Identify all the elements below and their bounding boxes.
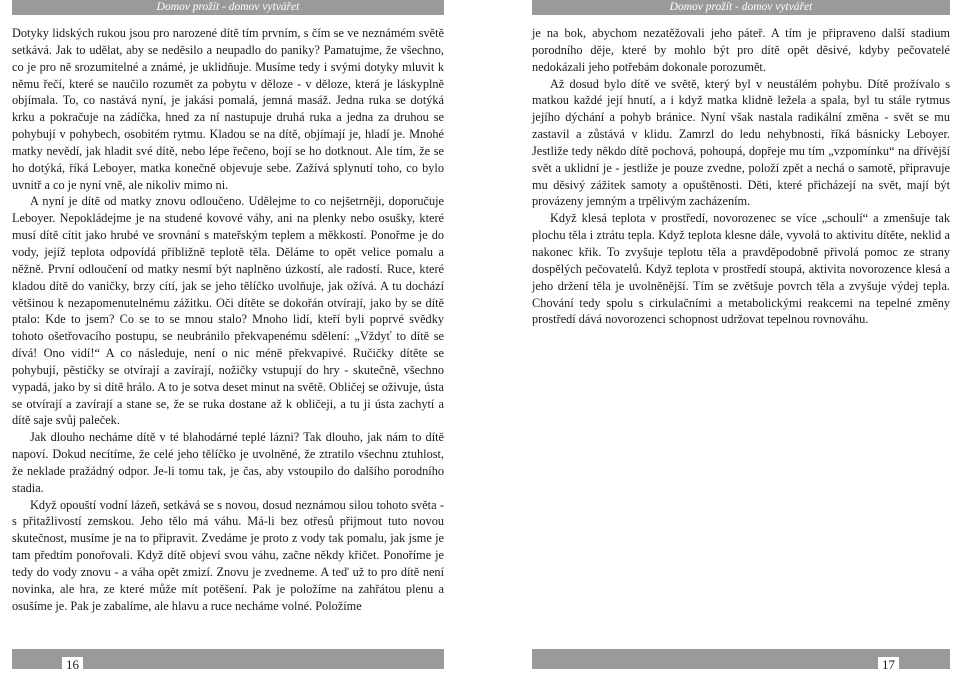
running-header-right: Domov prožít - domov vytvářet — [532, 0, 950, 15]
paragraph: Jak dlouho necháme dítě v té blahodárné teplé lázni? Tak dlouho, jak nám to dítě napoví. Dokud necítíme, že celé jeho tělíčko je uvolněné, že ztratilo všechnu ztuhlost, že neklade pražádný odpor. Je-li tomu tak, je čas, aby vstoupilo do dalšího porodního stadia. — [12, 430, 444, 495]
paragraph: Až dosud bylo dítě ve světě, který byl v neustálém pohybu. Dítě prožívalo s matkou každé její hnutí, a i když matka klidně ležela a spala, byl tu stále rytmus jejího dýchání a pohyb bránice. Nyní však nastala radikální změna - svět se mu zastavil a zůstává v klidu. Zamrzl do ledu nehybnosti, říká básnicky Leboyer. Jestliže tedy někdo dítě pochová, pohoupá, dopřeje mu tím „vzpomínku“ na dřívější svět a uklidní je - jestliže je pouze zvedne, položí zpět a nechá o samotě, připravuje mu děsivý zážitek samoty a opuštěnosti. Děti, které přicházejí na svět, mají být provázeny jemným a trpělivým zacházením. — [532, 76, 950, 209]
paragraph: Dotyky lidských rukou jsou pro narozené dítě tím prvním, s čím se ve neznámém světě setkává. Jak to udělat, aby se neděsilo a neupadlo do paniky? Pamatujme, že všechno, co je pro ně srozumitelné a známé, je uklidňuje. Musíme tedy i svými dotyky mluvit k němu řečí, které se naučilo rozumět za pobytu v děloze - v děloze, která je láskyplně objímala. To, co nastává nyní, je jakási pomalá, jemná masáž. Jedna ruka se dotýká krku a pokračuje na zádíčka, hned za ní nastupuje druhá ruka a jedna za druhou se pohybují v pohybech, osobitém rytmu. Kladou se na dítě, objímají je, hladí je. Mnohé matky nevědí, jak hladit své dítě, nebo lépe řečeno, bojí se ho dotknout. Ale tím, že se ho dotýká, říká Leboyer, matka konečně objevuje sebe. Zažívá splynutí toho, co bylo uvnitř a co je nyní vně, ale nikoliv mimo ni. — [12, 26, 444, 192]
right-page-text-column — [532, 25, 950, 328]
page-number-left: 16 — [62, 657, 83, 673]
paragraph: A nyní je dítě od matky znovu odloučeno. Udělejme to co nejšetrněji, doporučuje Leboyer. Nepokládejme je na studené kovové váhy, ani na plenky nebo osušky, které musí dítě cítit jako hrubé ve srovnání s mateřským teplem a měkkostí. Ponořme je do vody, jejíž teplota odpovídá přibližně teplotě těla. Děláme to opět velice pomalu a něžně. První odloučení od matky nesmí být naplněno úzkostí, ale radostí. Ruce, které kladou dítě do vaničky, brzy cítí, jak se jeho tělíčko uvolňuje, jak ožívá. A tu dochází většinou k nezapomenutelnému zážitku. Oči dítěte se dokořán otvírají, jako by se dítě ptalo: Kde to jsem? Co se to se mnou stalo? Mnoho lidí, kteří byli poprvé svědky tohoto ošetřovacího postupu, se neubránilo překvapenému sdělení: „Vždyť to dítě se dívá! Ono vidí!“ A co následuje, není o nic méně překvapivé. Ručičky dítěte se pohybují, pěstičky se otvírají a zavírají, nožičky vstupují do hry - skutečně, všechno vypadá, jako by si dítě hrálo. A to je sotva deset minut na světě. Obličej se oživuje, ústa se otvírají a zavírají a stane se, že se ruka dostane až k obličeji, a tu ji ústa zachytí a dítě saje svůj paleček. — [12, 194, 444, 428]
page-number-right: 17 — [878, 657, 899, 673]
paragraph: je na bok, abychom nezatěžovali jeho páteř. A tím je připraveno další stadium porodního děje, které by mohlo být pro dítě opět děsivé, kdyby pečovatelé nedokázali jeho potřebám dokonale porozumět. — [532, 26, 950, 74]
paragraph: Když opouští vodní lázeň, setkává se s novou, dosud neznámou silou tohoto světa - s přitažlivostí zemskou. Jeho tělo má váhu. Má-li bez otřesů přijmout tuto novou skutečnost, musíme je na to připravit. Zvedáme je proto z vody tak pomalu, jak jsme je tam předtím ponořovali. Když dítě objeví svou váhu, začne někdy křičet. Ponoříme je tedy do vody znovu - a váha opět zmizí. Znovu je zvedneme. A teď už to pro dítě není novinka, ale hra, ze které může mít potěšení. Pak je položíme na zahřátou plenu a osušíme je. Pak je zabalíme, ale hlavu a ruce necháme volné. Položíme — [12, 497, 444, 613]
left-page-text-column — [12, 25, 444, 615]
running-header-left: Domov prožít - domov vytvářet — [12, 0, 444, 15]
paragraph: Když klesá teplota v prostředí, novorozenec se více „schoulí“ a zmenšuje tak plochu těla i ztrátu tepla. Když teplota klesne dále, vyvolá to aktivitu dítěte, neklid a nakonec křik. To zvyšuje teplotu těla a pravděpodobně přivolá pomoc ze strany dospělých pečovatelů. Když teplota v prostředí stoupá, aktivita novorozence klesá a jeho držení těla je uvolněnější. Tím se zvětšuje povrch těla a zvyšuje výdej tepla. Chování tedy spolu s cirkulačními a metabolickými reakcemi na tepelné změny prostředí dává novorozenci schopnost udržovat tepelnou rovnováhu. — [532, 211, 950, 327]
